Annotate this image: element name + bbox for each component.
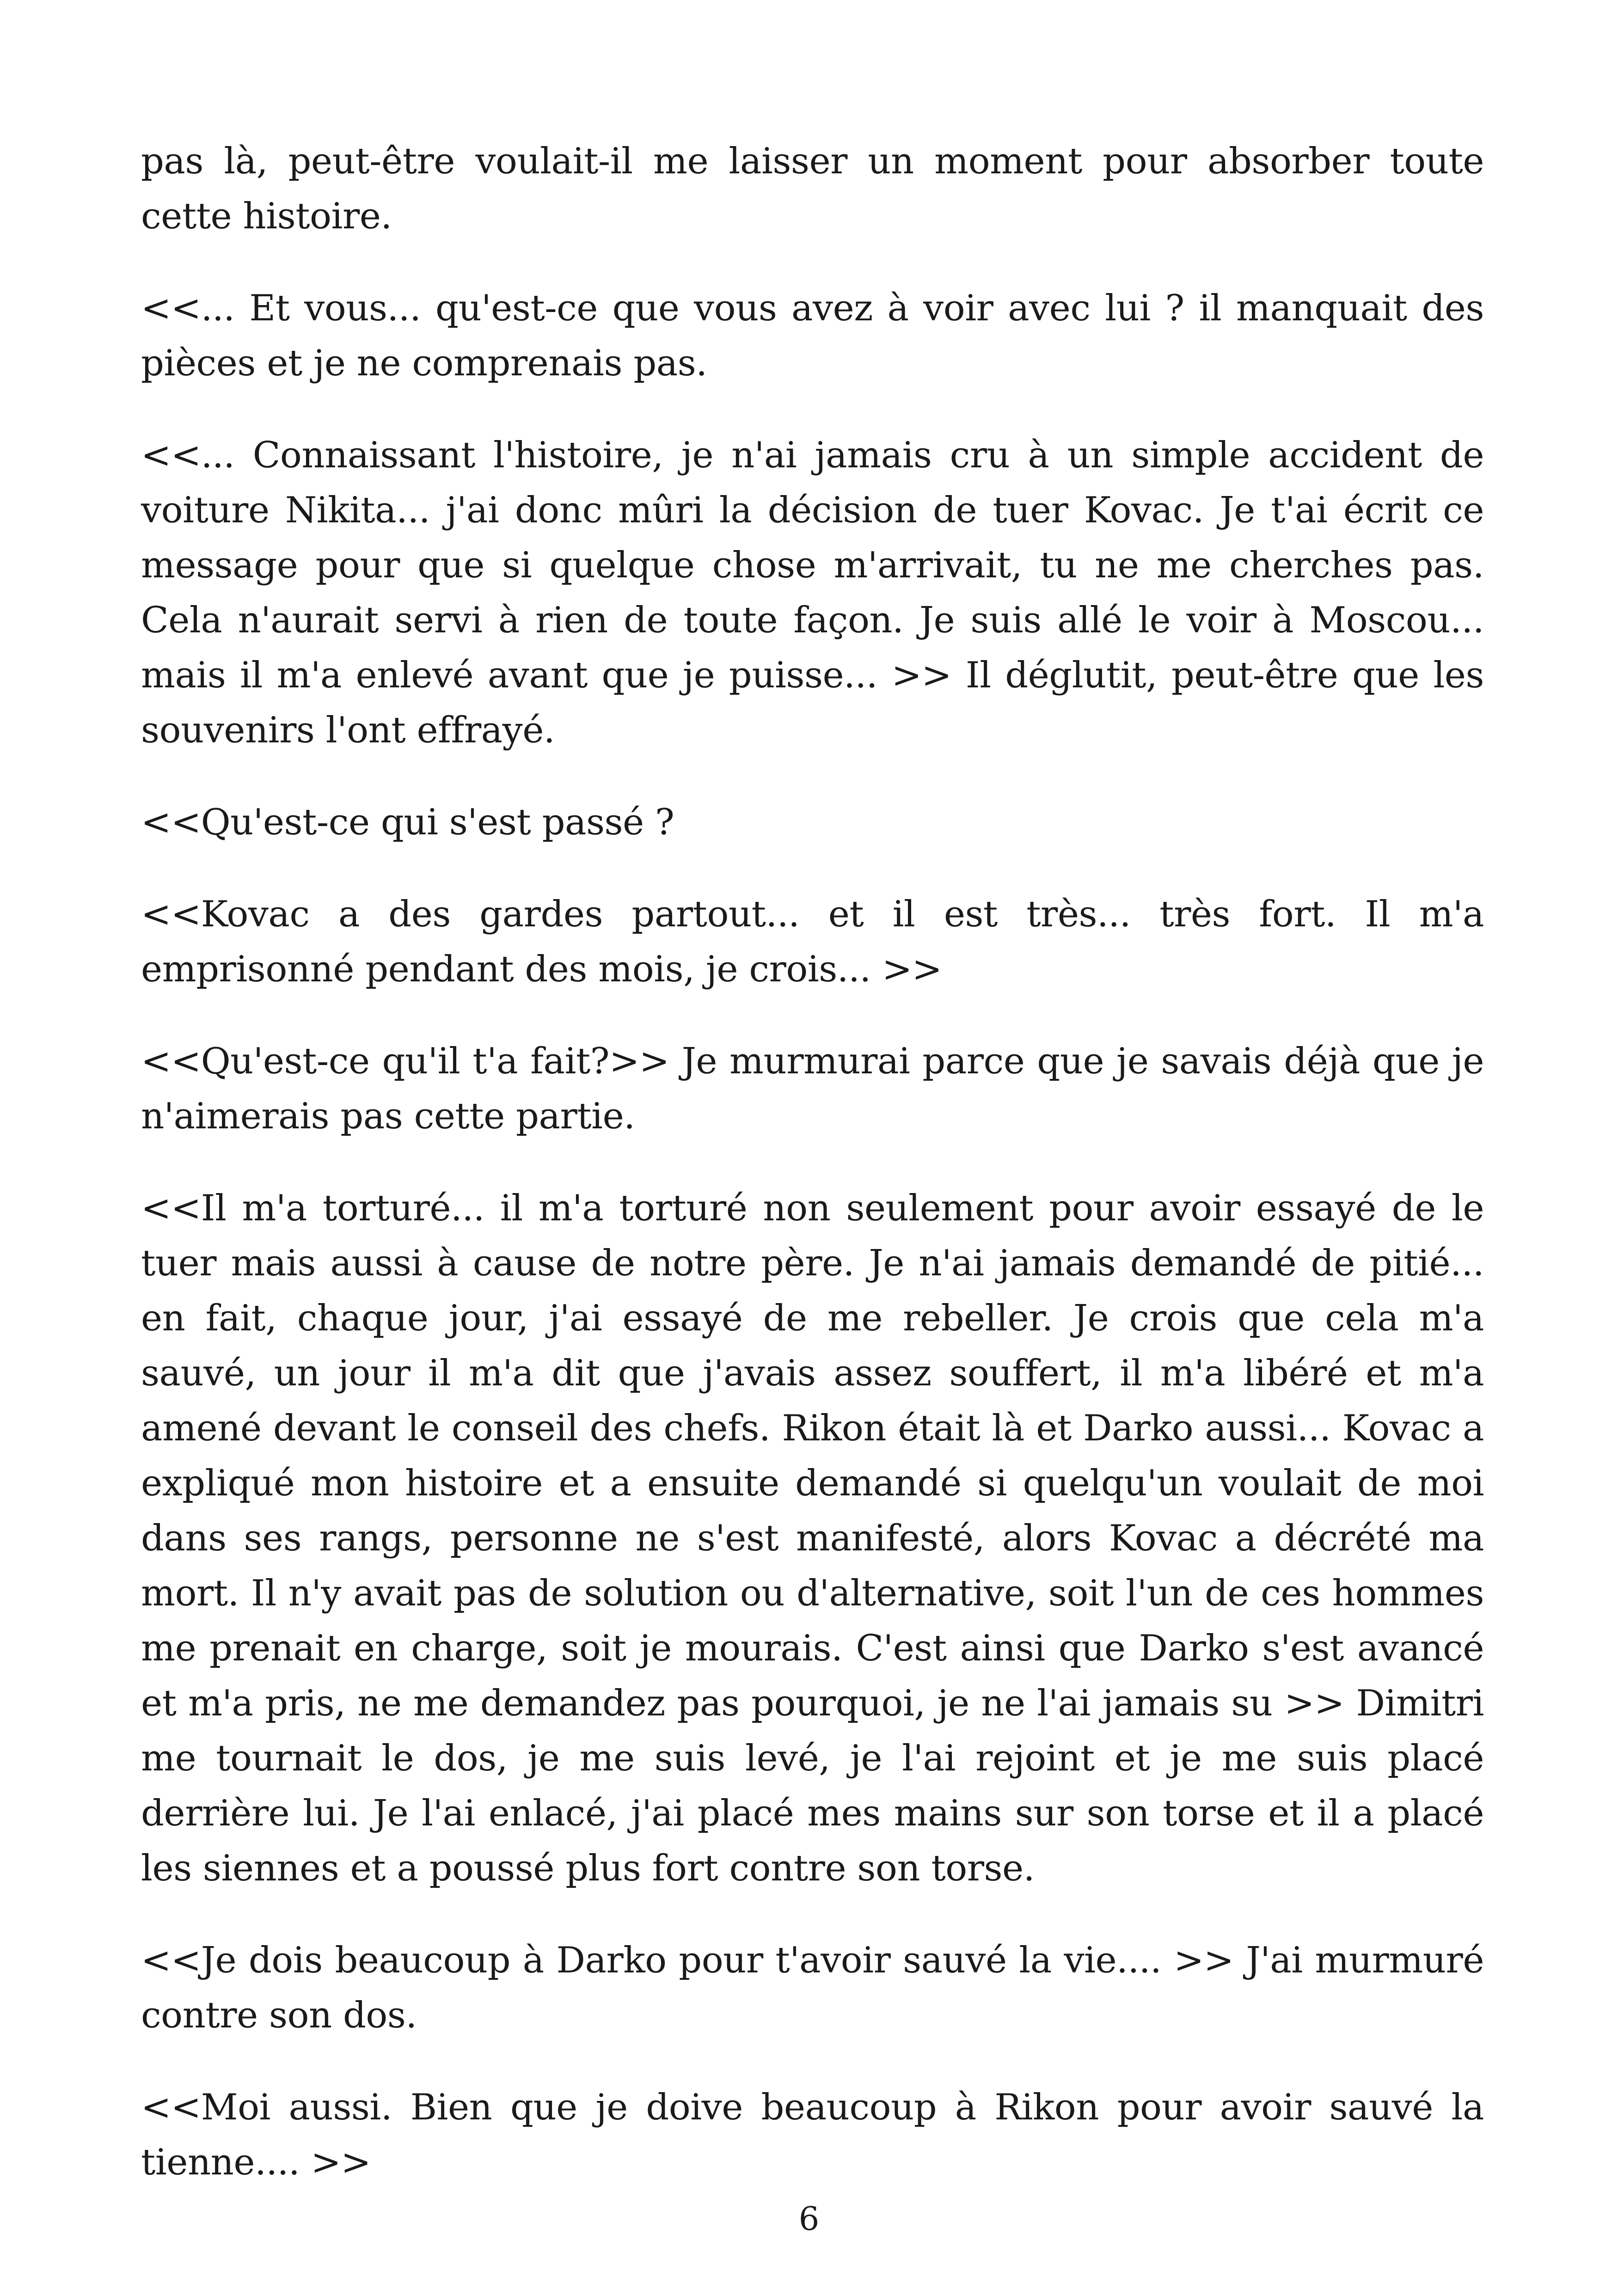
paragraph: <<Qu'est-ce qu'il t'a fait?>> Je murmurai parce que je savais déjà que je n'aimerais pas cette partie. <box>141 1041 1484 1137</box>
paragraph: <<Qu'est-ce qui s'est passé ? <box>141 802 674 843</box>
paragraph: <<Il m'a torturé... il m'a torturé non seulement pour avoir essayé de le tuer mais aussi à cause de notre père. Je n'ai jamais demandé de pitié... en fait, chaque jour, j'ai essayé de me rebeller. Je crois que cela m'a sauvé, un jour il m'a dit que j'avais assez souffert, il m'a libéré et m'a amené devant le conseil des chefs. Rikon était là et Darko aussi... Kovac a expliqué mon histoire et a ensuite demandé si quelqu'un voulait de moi dans ses rangs, personne ne s'est manifesté, alors Kovac a décrété ma mort. Il n'y avait pas de solution ou d'alternative, soit l'un de ces hommes me prenait en charge, soit je mourais. C'est ainsi que Darko s'est avancé et m'a pris, ne me demandez pas pourquoi, je ne l'ai jamais su >> Dimitri me tournait le dos, je me suis levé, je l'ai rejoint et je me suis placé derrière lui. Je l'ai enlacé, j'ai placé mes mains sur son torse et il a placé les siennes et a poussé plus fort contre son torse. <box>141 1188 1484 1889</box>
paragraph: <<Moi aussi. Bien que je doive beaucoup à Rikon pour avoir sauvé la tienne.... >> <box>141 2087 1484 2183</box>
paragraph: <<... Et vous... qu'est-ce que vous avez à voir avec lui ? il manquait des pièces et je ne comprenais pas. <box>141 288 1484 384</box>
paragraph: <<Je dois beaucoup à Darko pour t'avoir sauvé la vie.... >> J'ai murmuré contre son dos. <box>141 1940 1484 2036</box>
paragraph: <<... Connaissant l'histoire, je n'ai jamais cru à un simple accident de voiture Nikita... j'ai donc mûri la décision de tuer Kovac. Je t'ai écrit ce message pour que si quelque chose m'arrivait, tu ne me cherches pas. Cela n'aurait servi à rien de toute façon. Je suis allé le voir à Moscou... mais il m'a enlevé avant que je puisse... >> Il déglutit, peut-être que les souvenirs l'ont effrayé. <box>141 435 1484 751</box>
body-text <box>141 134 1484 2227</box>
page-number: 6 <box>798 2200 820 2238</box>
paragraph: pas là, peut-être voulait-il me laisser un moment pour absorber toute cette histoire. <box>141 141 1484 237</box>
paragraph: <<Kovac a des gardes partout... et il est très... très fort. Il m'a emprisonné pendant des mois, je crois... >> <box>141 894 1484 990</box>
